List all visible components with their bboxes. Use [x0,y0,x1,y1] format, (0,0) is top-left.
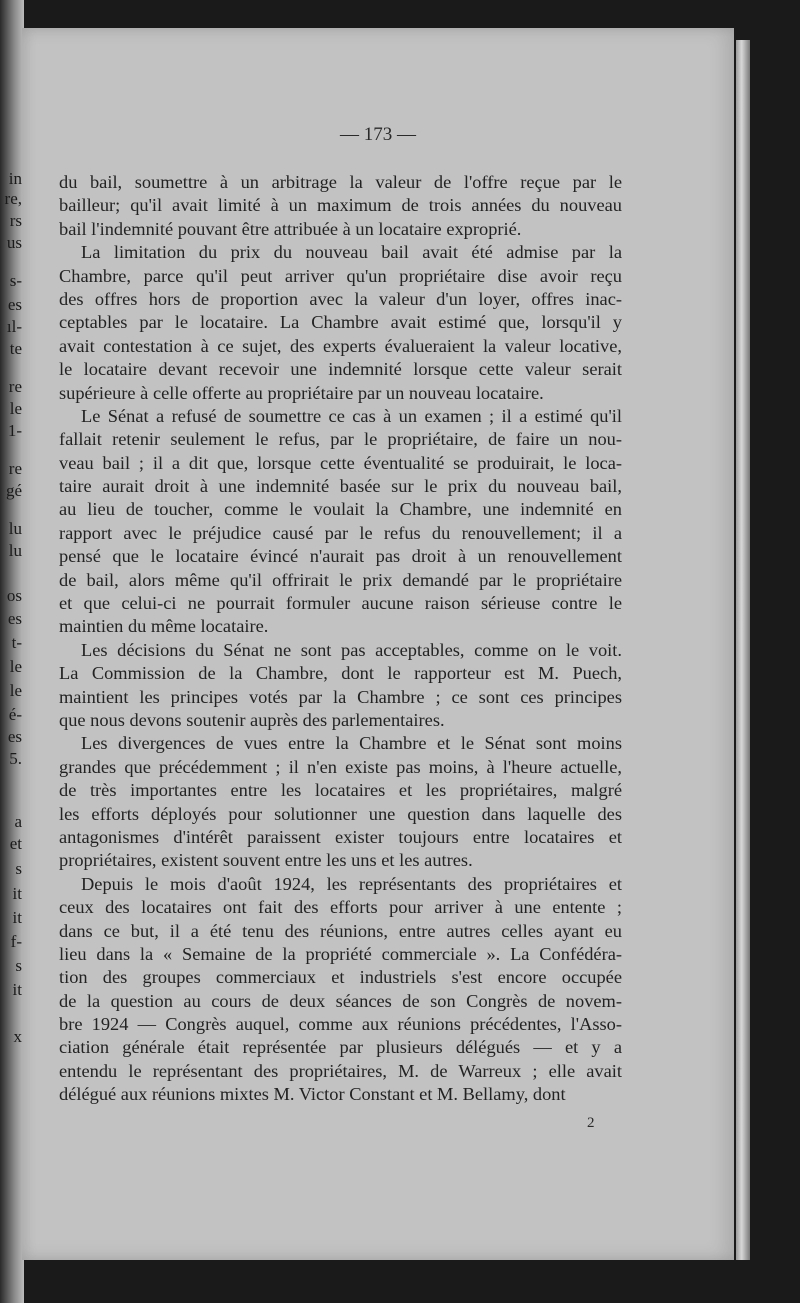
text-line: fallait retenir seulement le refus, par le propriétaire, de faire un nou- [59,429,622,450]
text-line: le locataire devant recevoir une indemnité lorsque cette valeur serait [59,359,622,380]
text-line: de la question au cours de deux séances de son Congrès de novem- [59,990,622,1011]
signature-mark: 2 [587,1115,595,1131]
margin-fragment: x [13,1027,22,1046]
margin-fragment: le [9,681,22,700]
margin-fragment: es [7,295,22,314]
text-line: Le Sénat a refusé de soumettre ce cas à un examen ; il a estimé qu'il [81,405,622,426]
margin-fragment: s [15,956,22,975]
margin-fragment: it [12,908,22,927]
text-line: lieu dans la « Semaine de la propriété commerciale ». La Confédéra- [59,943,622,964]
margin-fragment: t- [11,633,22,652]
margin-fragment: é- [8,705,22,724]
text-line: Les divergences de vues entre la Chambre et le Sénat sont moins [81,733,622,754]
text-line: et que celui-ci ne pourrait formuler aucune raison sérieuse contre le [59,593,622,614]
text-line: bail l'indemnité pouvant être attribuée à un locataire exproprié. [59,218,522,239]
book-page [22,28,734,1260]
margin-fragment: s- [9,271,22,290]
text-line: les efforts déployés pour solutionner une question dans laquelle des [59,803,622,824]
text-line: rapport avec le préjudice causé par le refus du renouvellement; il a [59,522,622,543]
text-line: dans ce but, il a été tenu des réunions, entre autres celles ayant eu [59,920,622,941]
margin-fragment: le [9,399,22,418]
text-line: bre 1924 — Congrès auquel, comme aux réunions précédentes, l'Asso- [59,1014,622,1035]
text-line: La Commission de la Chambre, dont le rapporteur est M. Puech, [59,663,622,684]
text-line: que nous devons soutenir auprès des parlementaires. [59,709,445,730]
text-line: bailleur; qu'il avait limité à un maximum de trois années du nouveau [59,195,622,216]
margin-fragment: rs [9,211,22,230]
margin-fragment: ıl- [6,317,22,336]
margin-fragment: re [8,459,22,478]
text-line: pensé que le locataire évincé n'aurait pas droit à un renouvellement [59,546,622,567]
text-line: propriétaires, existent souvent entre les uns et les autres. [59,850,473,871]
margin-fragment: lu [8,541,22,560]
text-line: supérieure à celle offerte au propriétaire par un nouveau locataire. [59,382,544,403]
margin-fragment: te [9,339,22,358]
text-line: des offres hors de proportion avec la valeur d'un loyer, offres inac- [59,288,622,309]
text-line: grandes que précédemment ; il n'en existe pas moins, à l'heure actuelle, [59,756,622,777]
margin-fragment: 5. [9,749,22,768]
text-line: tion des groupes commerciaux et industriels s'est encore occupée [59,967,622,988]
text-line: de bail, alors même qu'il offrirait le prix demandé par le propriétaire [59,569,622,590]
text-line: ciation générale était représentée par plusieurs délégués — et y a [59,1037,622,1058]
margin-fragment: gé [5,481,22,500]
text-line: antagonismes d'intérêt paraissent exister toujours entre locataires et [59,826,622,847]
margin-fragment: re, [4,189,22,208]
margin-fragment: es [7,609,22,628]
text-line: maintien du même locataire. [59,616,269,637]
text-line: avait contestation à ce sujet, des experts évalueraient la valeur locative, [59,335,622,356]
margin-fragment: lu [8,519,22,538]
text-line: Chambre, parce qu'il peut arriver qu'un propriétaire dise avoir reçu [59,265,622,286]
margin-fragment: 1- [7,421,22,440]
margin-fragment: es [7,727,22,746]
text-line: veau bail ; il a dit que, lorsque cette éventualité se produirait, le loca- [59,452,622,473]
text-line: délégué aux réunions mixtes M. Victor Constant et M. Bellamy, dont [59,1084,566,1105]
text-line: ceux des locataires ont fait des efforts pour arriver à une entente ; [59,897,622,918]
page-number: — 173 — [340,124,416,145]
margin-fragment: s [15,859,22,878]
text-line: maintient les principes votés par la Chambre ; ce sont ces principes [59,686,622,707]
margin-fragment: os [6,586,22,605]
margin-fragment: le [9,657,22,676]
page-edge [736,40,750,1260]
margin-fragment: a [14,812,22,831]
text-line: Depuis le mois d'août 1924, les représentants des propriétaires et [81,873,622,894]
text-line: taire aurait droit à une indemnité basée sur le prix du nouveau bail, [59,476,622,497]
margin-fragment: re [8,377,22,396]
text-line: de très importantes entre les locataires et les propriétaires, malgré [59,780,622,801]
text-line: ceptables par le locataire. La Chambre avait estimé que, lorsqu'il y [59,312,622,333]
text-line: entendu le représentant des propriétaires, M. de Warreux ; elle avait [59,1060,622,1081]
body-text [59,171,622,1107]
text-line: au lieu de toucher, comme le voulait la Chambre, une indemnité en [59,499,622,520]
margin-fragment: us [6,233,22,252]
text-line: Les décisions du Sénat ne sont pas acceptables, comme on le voit. [81,639,622,660]
margin-fragment: it [12,884,22,903]
margin-fragment: et [9,834,22,853]
margin-fragment: it [12,980,22,999]
text-line: La limitation du prix du nouveau bail avait été admise par la [81,242,622,263]
margin-fragment: in [8,169,22,188]
margin-fragment: f- [10,932,22,951]
adjacent-page-margin [0,0,24,1303]
text-line: du bail, soumettre à un arbitrage la valeur de l'offre reçue par le [59,172,622,192]
